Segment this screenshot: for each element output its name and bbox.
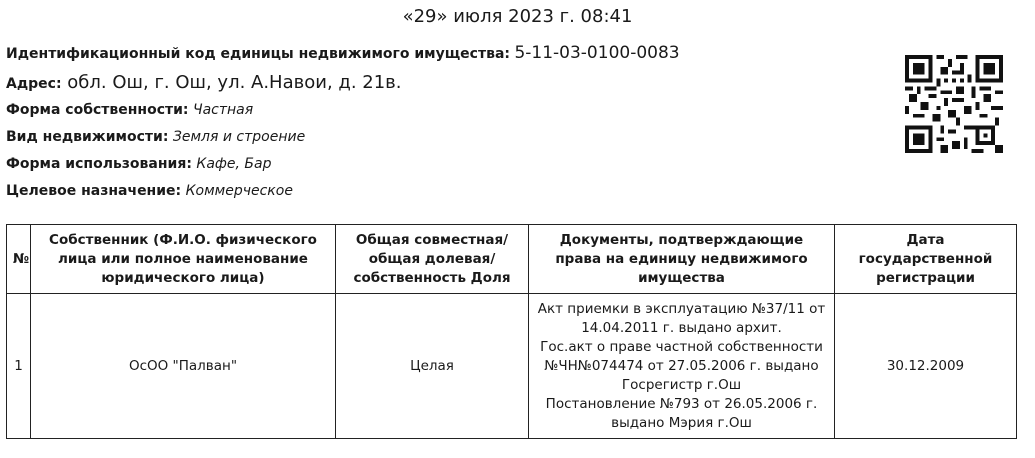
table-row: [7, 294, 1017, 439]
ownership-form-label: Форма собственности:: [6, 102, 189, 118]
document-item: Гос.акт о праве частной собственности №ЧН№074474 от 27.05.2006 г. выдано Госрегистр г.Ош: [540, 338, 823, 393]
table-header-row: [7, 225, 1017, 294]
header-share: Общая совместная/ общая долевая/ собственность Доля: [336, 225, 529, 294]
ownership-form-line: [6, 101, 886, 119]
header-registration-date: Дата государственной регистрации: [835, 225, 1017, 294]
qr-code-icon: [905, 55, 1003, 153]
row-number: 1: [7, 294, 31, 439]
row-owner: ОсОО "Палван": [31, 294, 336, 439]
purpose-value: Коммерческое: [185, 183, 293, 199]
id-code-label: Идентификационный код единицы недвижимого имущества:: [6, 46, 510, 62]
document-datetime: «29» июля 2023 г. 08:41: [402, 6, 633, 27]
document-item: Постановление №793 от 26.05.2006 г. выдано Мэрия г.Ош: [545, 395, 818, 431]
purpose-label: Целевое назначение:: [6, 183, 182, 199]
id-code-line: [6, 44, 886, 63]
header-number: №: [7, 225, 31, 294]
usage-form-line: [6, 155, 886, 173]
purpose-line: [6, 182, 886, 200]
property-info: [6, 44, 886, 209]
address-line: [6, 72, 886, 95]
ownership-form-value: Частная: [193, 102, 254, 118]
property-type-label: Вид недвижимости:: [6, 129, 169, 145]
document-item: Акт приемки в эксплуатацию №37/11 от 14.04.2011 г. выдано архит.: [537, 300, 826, 336]
address-value: обл. Ош, г. Ош, ул. А.Навои, д. 21в.: [67, 72, 402, 93]
header-owner: Собственник (Ф.И.О. физического лица или полное наименование юридического лица): [31, 225, 336, 294]
address-label: Адрес:: [6, 76, 62, 92]
property-type-value: Земля и строение: [172, 129, 306, 145]
ownership-table: [6, 224, 1017, 439]
row-documents: [529, 294, 835, 439]
usage-form-label: Форма использования:: [6, 156, 192, 172]
property-type-line: [6, 128, 886, 146]
header-documents: Документы, подтверждающие права на единицу недвижимого имущества: [529, 225, 835, 294]
id-code-value: 5-11-03-0100-0083: [514, 43, 680, 63]
usage-form-value: Кафе, Бар: [196, 156, 272, 172]
row-registration-date: 30.12.2009: [835, 294, 1017, 439]
row-share: Целая: [336, 294, 529, 439]
